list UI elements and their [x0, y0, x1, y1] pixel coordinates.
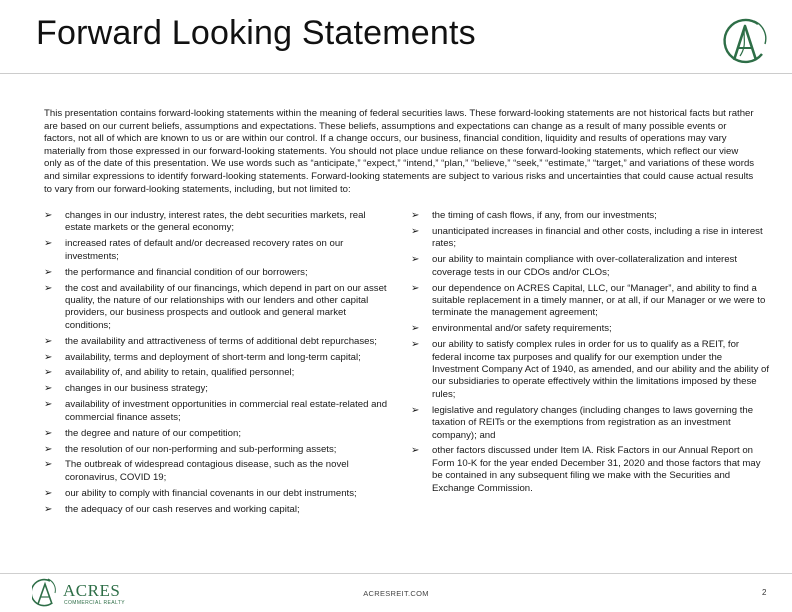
footer-logo-subtext: COMMERCIAL REALTY — [64, 600, 125, 606]
arrow-bullet-icon: ➢ — [44, 459, 53, 471]
footer-url: ACRESREIT.COM — [363, 589, 429, 598]
list-item-text: the availability and attractiveness of terms of additional debt repurchases; — [65, 335, 377, 347]
arrow-bullet-icon: ➢ — [44, 427, 53, 439]
arrow-bullet-icon: ➢ — [44, 351, 53, 363]
arrow-bullet-icon: ➢ — [411, 445, 420, 457]
list-item — [411, 405, 771, 442]
arrow-bullet-icon: ➢ — [44, 266, 53, 278]
list-item — [44, 336, 388, 348]
list-item — [44, 367, 388, 379]
arrow-bullet-icon: ➢ — [411, 282, 420, 294]
list-item — [44, 488, 388, 500]
list-item-text: unanticipated increases in financial and other costs, including a rise in interest rates; — [432, 225, 763, 250]
page-title: Forward Looking Statements — [36, 14, 476, 52]
right-bullet-list — [411, 210, 771, 499]
footer-divider — [0, 573, 792, 574]
list-item — [411, 226, 771, 251]
list-item-text: legislative and regulatory changes (including changes to laws governing the taxation of REITs or the exemptions from registration as an investment company); and — [432, 404, 754, 441]
arrow-bullet-icon: ➢ — [44, 399, 53, 411]
list-item-text: the resolution of our non-performing and sub-performing assets; — [65, 443, 337, 455]
list-item-text: availability of, and ability to retain, qualified personnel; — [65, 367, 295, 379]
list-item-text: our ability to satisfy complex rules in order for us to qualify as a REIT, for federal income tax purposes and qualify for our exemption under the Investment Company Act of 1940, as amended, and our ability and the ability of our subsidiaries to operate effectively within the limitations imposed by these rules; — [432, 339, 770, 400]
arrow-bullet-icon: ➢ — [411, 254, 420, 266]
arrow-bullet-icon: ➢ — [411, 323, 420, 335]
arrow-bullet-icon: ➢ — [411, 210, 420, 221]
list-item — [44, 210, 388, 235]
arrow-bullet-icon: ➢ — [44, 487, 53, 499]
header-divider — [0, 73, 792, 74]
list-item — [411, 283, 771, 320]
list-item-text: changes in our business strategy; — [65, 383, 208, 395]
list-item — [411, 323, 771, 335]
list-item-text: the performance and financial condition of our borrowers; — [65, 266, 308, 278]
list-item-text: the timing of cash flows, if any, from our investments; — [432, 210, 657, 221]
arrow-bullet-icon: ➢ — [44, 282, 53, 294]
arrow-bullet-icon: ➢ — [44, 367, 53, 379]
arrow-bullet-icon: ➢ — [44, 238, 53, 250]
list-item-text: environmental and/or safety requirements; — [432, 323, 612, 335]
list-item-text: changes in our industry, interest rates, the debt securities markets, real estate markets or the general economy; — [65, 210, 366, 234]
list-item — [44, 352, 388, 364]
list-item — [411, 254, 771, 279]
list-item — [44, 399, 388, 424]
list-item-text: the adequacy of our cash reserves and working capital; — [65, 503, 300, 515]
list-item-text: availability of investment opportunities in commercial real estate-related and commercial finance assets; — [65, 399, 388, 423]
footer-logo-text: ACRES — [63, 581, 121, 600]
list-item — [44, 428, 388, 440]
left-bullet-list — [44, 210, 388, 520]
acres-monogram-logo-icon — [718, 16, 772, 66]
list-item — [44, 444, 388, 456]
list-item — [411, 339, 771, 401]
arrow-bullet-icon: ➢ — [44, 443, 53, 455]
arrow-bullet-icon: ➢ — [411, 404, 420, 416]
list-item-text: the cost and availability of our financings, which depend in part on our asset quality, the nature of our relationships with our lenders and other capital providers, our business prospects and outlook and general market conditions; — [65, 282, 387, 331]
page-number: 2 — [762, 588, 767, 597]
list-item — [411, 210, 771, 222]
list-item — [44, 238, 388, 263]
arrow-bullet-icon: ➢ — [44, 335, 53, 347]
list-item — [411, 445, 771, 495]
list-item-text: the degree and nature of our competition; — [65, 427, 242, 439]
intro-paragraph: This presentation contains forward-looking statements within the meaning of federal securities laws. These forward-looking statements are not historical facts but rather are based on our current beliefs, assumptions and expectations. These beliefs, assumptions and expectations can change as a result of many possible events or factors, not all of which are known to us or are within our control. If a change occurs, our business, financial condition, liquidity and results of operations may vary materially from those expressed in our forward-looking statements. You should not place undue reliance on these forward-looking statements, which reflect our view only as of the date of this presentation. We use words such as “anticipate,” “expect,” “intend,” “plan,” “believe,” “seek,” “estimate,” “target,” and variations of these words and similar expressions to identify forward-looking statements. Forward-looking statements are subject to various risks and uncertainties that could cause actual results to vary from our forward-looking statements, including, but not limited to: — [44, 108, 755, 195]
list-item — [44, 267, 388, 279]
list-item — [44, 383, 388, 395]
list-item — [44, 504, 388, 516]
list-item — [44, 283, 388, 333]
list-item-text: other factors discussed under Item IA. Risk Factors in our Annual Report on Form 10-K for the year ended December 31, 2020 and those factors that may be contained in any subsequent filing we make with the Securities and Exchange Commission. — [432, 445, 761, 494]
list-item-text: our dependence on ACRES Capital, LLC, our “Manager”, and ability to find a suitable replacement in a timely manner, or at all, if our Manager or we were to terminate the management agreement; — [432, 282, 766, 319]
list-item-text: availability, terms and deployment of short-term and long-term capital; — [65, 351, 361, 363]
arrow-bullet-icon: ➢ — [411, 225, 420, 237]
list-item-text: increased rates of default and/or decreased recovery rates on our investments; — [65, 238, 344, 262]
arrow-bullet-icon: ➢ — [44, 210, 53, 221]
list-item — [44, 459, 388, 484]
list-item-text: The outbreak of widespread contagious disease, such as the novel coronavirus, COVID 19; — [65, 459, 349, 483]
list-item-text: our ability to maintain compliance with over-collateralization and interest coverage tests in our CDOs and/or CLOs; — [432, 254, 738, 278]
arrow-bullet-icon: ➢ — [44, 503, 53, 515]
list-item-text: our ability to comply with financial covenants in our debt instruments; — [65, 487, 357, 499]
arrow-bullet-icon: ➢ — [411, 339, 420, 351]
arrow-bullet-icon: ➢ — [44, 383, 53, 395]
